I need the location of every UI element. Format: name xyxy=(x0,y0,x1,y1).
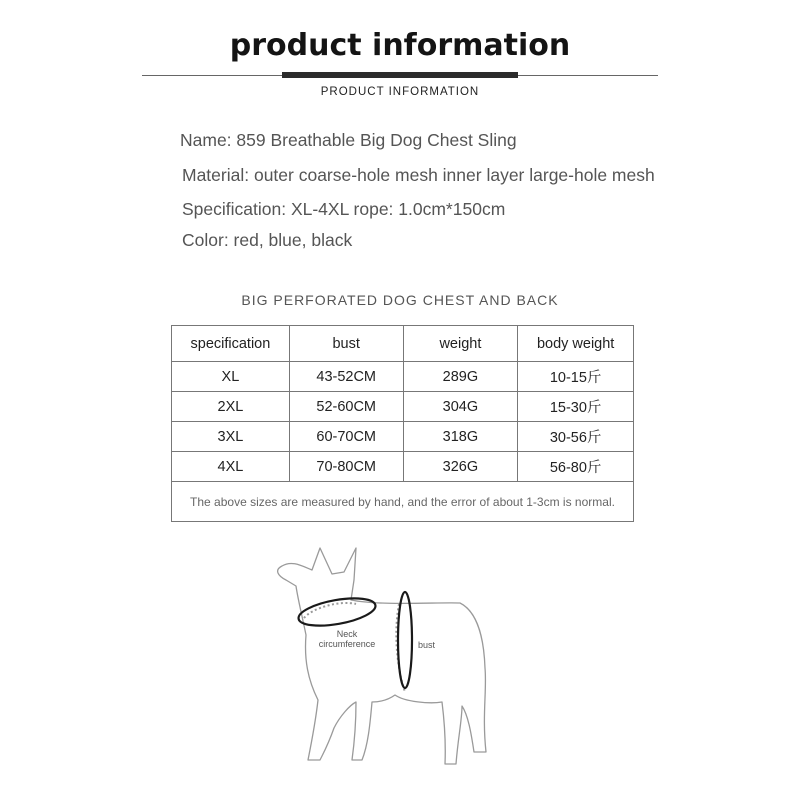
page-subtitle: PRODUCT INFORMATION xyxy=(320,86,480,98)
table-row xyxy=(172,452,634,482)
table-row xyxy=(172,392,634,422)
table-row xyxy=(172,422,634,452)
dog-silhouette xyxy=(278,548,486,764)
table-row xyxy=(172,362,634,392)
product-name: Name: 859 Breathable Big Dog Chest Sling xyxy=(180,130,517,150)
neck-circumference-ring xyxy=(297,593,378,630)
bust-ring xyxy=(398,592,412,688)
product-material: Material: outer coarse-hole mesh inner layer large-hole mesh xyxy=(182,165,655,185)
product-specification: Specification: XL-4XL rope: 1.0cm*150cm xyxy=(182,199,506,219)
neck-measure-line xyxy=(304,603,356,618)
cell-weight: 304G xyxy=(403,392,518,422)
neck-label-line-2: circumference xyxy=(318,639,376,649)
cell-bust: 43-52CM xyxy=(289,362,403,392)
header-body-weight: body weight xyxy=(518,326,634,362)
size-table xyxy=(171,325,634,522)
size-table-title: BIG PERFORATED DOG CHEST AND BACK xyxy=(241,292,559,308)
cell-body-weight: 15-30斤 xyxy=(518,392,634,422)
cell-weight: 289G xyxy=(403,362,518,392)
page-title: product information xyxy=(229,28,571,63)
product-color: Color: red, blue, black xyxy=(182,230,353,250)
cell-weight: 318G xyxy=(403,422,518,452)
neck-label-line-1: Neck xyxy=(336,629,358,639)
cell-size: 2XL xyxy=(172,392,290,422)
title-divider-accent xyxy=(282,72,518,78)
table-header-row xyxy=(172,326,634,362)
measurement-note: The above sizes are measured by hand, and the error of about 1-3cm is normal. xyxy=(172,482,634,522)
header-bust: bust xyxy=(289,326,403,362)
cell-bust: 60-70CM xyxy=(289,422,403,452)
neck-circumference-label xyxy=(312,629,382,649)
dog-measurement-diagram xyxy=(262,538,502,783)
bust-label: bust xyxy=(418,640,436,650)
cell-size: 3XL xyxy=(172,422,290,452)
cell-bust: 70-80CM xyxy=(289,452,403,482)
header-weight: weight xyxy=(403,326,518,362)
cell-bust: 52-60CM xyxy=(289,392,403,422)
cell-size: XL xyxy=(172,362,290,392)
cell-body-weight: 10-15斤 xyxy=(518,362,634,392)
table-note-row xyxy=(172,482,634,522)
cell-body-weight: 30-56斤 xyxy=(518,422,634,452)
header-specification: specification xyxy=(172,326,290,362)
cell-weight: 326G xyxy=(403,452,518,482)
cell-size: 4XL xyxy=(172,452,290,482)
cell-body-weight: 56-80斤 xyxy=(518,452,634,482)
